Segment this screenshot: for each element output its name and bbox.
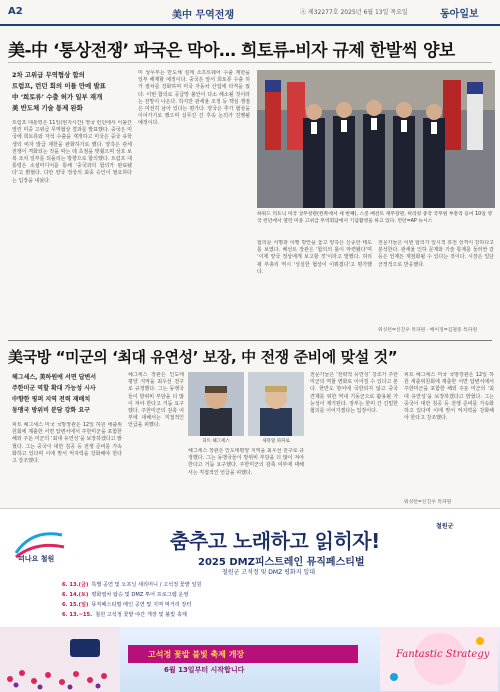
ad-event: 6. 13.(금) 특별 공연 및 오프닝 세리머니 / 고석정 꽃밭 일원 — [62, 582, 202, 588]
ad-tagline: 철원군 고석정 및 DMZ 평화지 일대 — [222, 569, 315, 576]
ad-brand: 철원군 — [436, 523, 454, 530]
second-headline[interactable]: 美국방 “미군의 ‘최대 유연성’ 보장, 中 전쟁 준비에 맞설 것” — [8, 348, 398, 366]
portrait-photo[interactable] — [188, 372, 244, 436]
ad-subtitle: 2025 DMZ피스트레인 뮤직페스티벌 — [198, 557, 365, 568]
subhead: 트럼프, 런던 회의 이틀 만에 발표 — [12, 82, 106, 90]
story2-body-left: 피트 헤그세스 미국 국방장관은 12일 하원 세출위원회에 제출한 서면 답변서에서 주한미군을 포함한 해외 주둔 미군의 ‘최대 유연성’을 보장하겠다고 밝혔다. 그는 중국이 대만 침공 등 전쟁 준비를 가속화하고 있다며 이에 맞서 억지력을 강화해야 한다고 강조했다. — [12, 422, 122, 465]
issue-info: Ⓐ 제32277호 2025년 6월 13일 목요일 — [300, 9, 408, 16]
ad-event: 6. 14.(토) 평화열차 탑승 및 DMZ 투어 프로그램 운영 — [62, 592, 189, 598]
divider — [8, 62, 492, 63]
page-header — [0, 0, 500, 26]
story2-subheads — [12, 372, 122, 416]
story2-body-mid2: 헤그세스 장관은 인도태평양 지역을 최우선 전구로 규정했다. 그는 동맹국들이 방위비 부담을 더 많이 져야 한다고 거듭 요구했다. 주한미군의 감축 여부에 대해서는 직접적인 언급을 피했다. — [188, 448, 304, 476]
ad-highlight-sub: 6월 13일부터 시작합니다 — [164, 666, 245, 674]
photo-illustration — [257, 70, 495, 208]
person-icon — [188, 372, 244, 436]
paper-name: 동아일보 — [440, 9, 479, 20]
news-photo[interactable] — [257, 70, 495, 208]
story2-body-mid: 헤그세스 장관은 인도태평양 지역을 최우선 전구로 규정했다. 그는 동맹국들이 방위비 부담을 더 많이 져야 한다고 거듭 요구했다. 주한미군의 감축 여부에 대해서는 직접적인 언급을 피했다. — [128, 372, 184, 429]
graffiti-art-icon — [380, 627, 498, 691]
portrait-caption: 피트 헤그세스 — [202, 439, 230, 444]
story1-body-mid: 미 상무부는 반도체 설계 소프트웨어 수출 제한을 일부 해제할 예정이다. 중국은 앞서 희토류 수출 허가 절차를 강화하며 미국 자동차 산업에 타격을 줬다. 이번 합의로 공급망 불안이 다소 해소될 것이라는 전망이 나온다. 하지만 관세율 조정 등 핵심 쟁점은 여전히 남아 있다는 평가다. 양국은 추가 협상을 이어가기로 했으며 실무진 간 후속 논의가 진행될 예정이다. — [138, 70, 250, 127]
portrait-caption: 새뮤얼 파파로 — [262, 439, 290, 444]
story1-subheads — [12, 70, 132, 114]
story1-body-right2: 전문가들은 이번 합의가 일시적 휴전 성격이 강하다고 분석한다. 관세율 인하 문제와 기술 통제를 둘러싼 갈등은 언제든 재점화될 수 있다는 것이다. 시장은 일단 긍정적으로 반응했다. — [378, 240, 494, 268]
subhead: 美 반도체 기술 통제 완화 — [12, 104, 83, 112]
advertisement[interactable] — [0, 508, 500, 692]
subhead: 中 ‘희토류’ 수출 허가 일부 재개 — [12, 93, 103, 101]
divider — [8, 340, 492, 341]
story2-body-far-right: 피트 헤그세스 미국 국방장관은 12일 하원 세출위원회에 제출한 서면 답변서에서 주한미군을 포함한 해외 주둔 미군의 ‘최대 유연성’을 보장하겠다고 밝혔다. 그는 중국이 대만 침공 등 전쟁 준비를 가속화하고 있다며 이에 맞서 억지력을 강화해야 한다고 강조했다. — [404, 372, 494, 422]
ad-title: 춤추고 노래하고 읽히자! — [170, 529, 380, 553]
subhead: 헤그세스, 美하원에 서면 답변서 — [12, 374, 97, 381]
svg-text:떠나요 철원: 떠나요 철원 — [18, 555, 55, 563]
ad-highlight-banner: 고석정 꽃밭 불빛 축제 개장 — [128, 645, 358, 663]
person-icon — [248, 372, 304, 436]
story1-body-left: 트럼프 대통령은 11일(현지시간) 영국 런던에서 이틀간 열린 미중 고위급 무역협상 결과를 발표했다. 중국은 미국에 희토류와 자석 수출을 재개하고 미국은 중국 유학생의 비자 발급 제한을 완화하기로 했다. 양측은 관세 전쟁이 격화되는 것을 막는 데 초점을 맞췄으며 상호 보복 조치 일부를 되돌리는 방향으로 합의했다. 트럼프 대통령은 소셜미디어를 통해 ‘중국과의 합의가 완료됐다’고 밝혔다. 다만 양국 정상의 최종 승인이 필요하다는 입장을 내놨다. — [12, 120, 132, 184]
photo-caption: 하워드 러트닉 미국 상무장관(왼쪽에서 세 번째), 스콧 베선트 재무장관, 허리펑 중국 국무원 부총리 등이 10일 영국 런던에서 열린 미중 고위급 무역회담에서 기념촬영을 하고 있다. 런던=AP 뉴시스 — [257, 212, 493, 224]
flower-field-icon — [0, 627, 120, 692]
cheorwon-logo-icon — [12, 523, 68, 563]
ad-event: 6. 15.(일) 뮤직페스티벌 메인 공연 및 지역 먹거리 장터 — [62, 602, 192, 608]
story1-byline: 워싱턴=신진우 특파원 · 베이징=김철중 특파원 — [378, 328, 478, 333]
subhead: 2차 고위급 무역협상 합의 — [12, 71, 85, 79]
story2-byline: 워싱턴=신진우 특파원 — [404, 500, 452, 505]
subhead: 주한미군 역할 확대 가능성 시사 — [12, 385, 96, 392]
section-title: 美中 무역전쟁 — [172, 10, 235, 21]
story2-body-right: 전문가들은 ‘전략적 유연성’ 강조가 주한미군의 역할 변화로 이어질 수 있다고 본다. 한반도 방어에 국한되지 않고 중국 견제를 위한 역내 기동군으로 활용될 가능성이 제기된다. 정부는 한미 간 긴밀한 협의를 이어가겠다는 입장이다. — [310, 372, 398, 415]
ad-event: 6. 13.~15. 철원 고석정 꽃밭 야간 개장 및 불빛 축제 — [62, 612, 187, 618]
subhead: 中향한 핑퍼 지역 전력 재배치 — [12, 396, 91, 403]
svg-text:Fantastic Strategy: Fantastic Strategy — [396, 649, 490, 660]
page-number: A2 — [8, 6, 23, 17]
subhead: 동맹국 방위비 분담 강화 요구 — [12, 407, 90, 414]
main-headline[interactable]: 美-中 ‘통상전쟁’ 파국은 막아… 희토류-비자 규제 한발씩 양보 — [8, 41, 455, 61]
story1-body-right1: 합의문 서명과 이행 방안을 놓고 양측은 신중한 태도를 보였다. 베선트 장관은 ‘합의의 틀이 마련됐다’며 ‘이제 양국 정상에게 보고할 것’이라고 말했다. 허리펑 부총리 역시 ‘성실한 협상이 이뤄졌다’고 평가했다. — [257, 240, 372, 275]
portrait-photo[interactable] — [248, 372, 304, 436]
